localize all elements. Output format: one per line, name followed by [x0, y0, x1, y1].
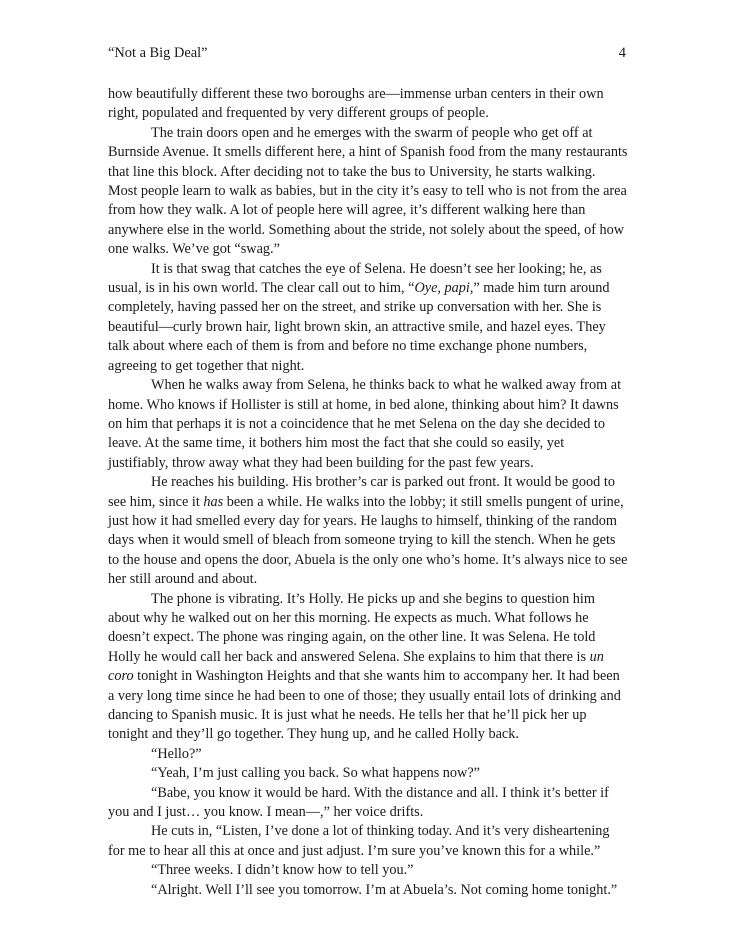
paragraph — [108, 124, 628, 260]
paragraph — [108, 260, 628, 376]
text-run: When he walks away from Selena, he thinks back to what he walked away from at home. Who knows if Hollister is still at home, in bed alone, thinking about him? It dawns on him that perhaps it is not a coincidence that he met Selena on the day she decided to leave. At the same time, it bothers him most the fact that she could so easily, yet justifiably, throw away what they had been building for the past few years. — [108, 377, 622, 471]
paragraph — [108, 861, 628, 880]
text-run: He reaches his building. His brother’s car is parked out front. It would be good to see him, since it — [108, 474, 615, 510]
text-run: ,” made him turn around completely, having passed her on the street, and strike up conversation with her. She is beautiful—curly brown hair, light brown skin, an attractive smile, and hazel eyes. They talk about where each of them is from and before no time exchange phone numbers, agreeing to get together that night. — [108, 280, 610, 374]
paragraph — [108, 85, 628, 124]
text-run: The phone is vibrating. It’s Holly. He picks up and she begins to question him about why he walked out on her this morning. He expects as much. What follows he doesn’t expect. The phone was ringing again, on the other line. It was Selena. He told Holly he would call her back and answered Selena. She explains to him that there is — [108, 590, 596, 665]
text-run: “Alright. Well I’ll see you tomorrow. I’m at Abuela’s. Not coming home tonight.” — [151, 881, 618, 898]
paragraph — [108, 764, 628, 783]
text-run: “Hello?” — [151, 745, 202, 762]
paragraph — [108, 784, 628, 823]
body-text — [108, 85, 628, 900]
paragraph — [108, 881, 628, 900]
paragraph — [108, 473, 628, 589]
paragraph — [108, 822, 628, 861]
running-head-title: “Not a Big Deal” — [108, 45, 208, 61]
text-run: tonight in Washington Heights and that she wants him to accompany her. It had been a very long time since he had been to one of those; they usually entail lots of drinking and dancing to Spanish music. It is just what he needs. He tells her that he’ll pick her up tonight and they’ll go together. They hung up, and he called Holly back. — [108, 668, 621, 743]
italic-text: Oye, papi — [414, 280, 470, 297]
text-run: “Yeah, I’m just calling you back. So what happens now?” — [151, 765, 481, 782]
paragraph — [108, 376, 628, 473]
text-run: “Babe, you know it would be hard. With the distance and all. I think it’s better if you and I just… you know. I mean—,” her voice drifts. — [108, 784, 609, 821]
text-run: The train doors open and he emerges with the swarm of people who get off at Burnside Avenue. It smells different here, a hint of Spanish food from the many restaurants that line this block. After deciding not to take the bus to University, he starts walking. Most people learn to walk as babies, but in the city it’s easy to tell who is not from the area from how they walk. A lot of people here will agree, it’s different walking here than anywhere else in the world. Something about the stride, not solely about the speed, of how one walks. We’ve got “swag.” — [108, 124, 628, 258]
italic-text: has — [203, 493, 224, 510]
paragraph — [108, 590, 628, 745]
paragraph — [108, 745, 628, 764]
italic-text: un coro — [108, 648, 604, 685]
text-run: “Three weeks. I didn’t know how to tell you.” — [151, 862, 414, 879]
text-run: He cuts in, “Listen, I’ve done a lot of thinking today. And it’s very disheartening for me to hear all this at once and just adjust. I’m sure you’ve known this for a while.” — [108, 823, 610, 859]
text-run: It is that swag that catches the eye of Selena. He doesn’t see her looking; he, as usual, is in his own world. The clear call out to him, “ — [108, 260, 602, 297]
page-number: 4 — [618, 45, 626, 61]
text-run: how beautifully different these two boroughs are—immense urban centers in their own right, populated and frequented by very different groups of people. — [108, 86, 604, 122]
text-run: been a while. He walks into the lobby; it still smells pungent of urine, just how it had smelled every day for years. He laughs to himself, thinking of the random days when it would smell of bleach from someone trying to kill the stench. When he gets to the house and opens the door, Abuela is the only one who’s home. It’s always nice to see her still around and about. — [108, 493, 628, 588]
